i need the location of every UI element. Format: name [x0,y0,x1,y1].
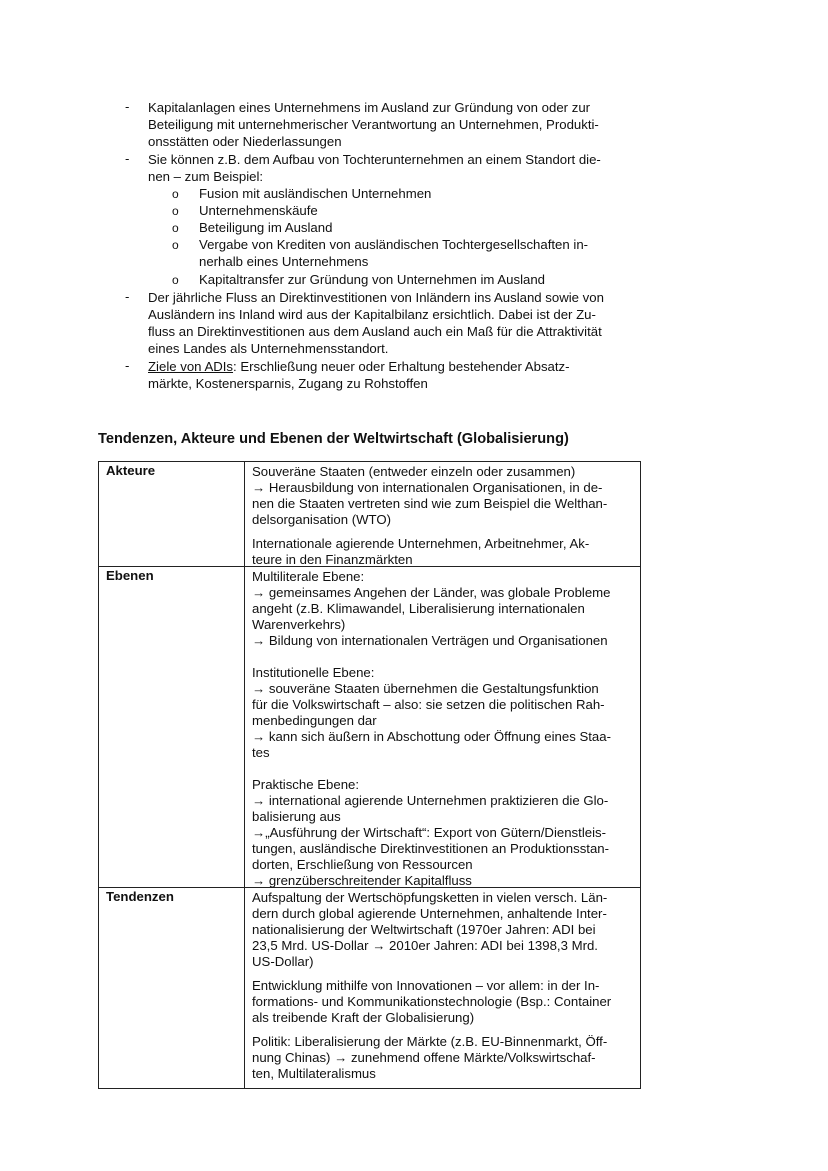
cell-line: → Bildung von internationalen Verträgen und Organisationen [252,633,608,648]
table-row [99,888,641,1089]
table-row [99,567,641,888]
cell-line: nationalisierung der Weltwirtschaft (1970er Jahren: ADI bei [252,922,596,937]
sub-bullet-text: Fusion mit ausländischen Unternehmen [199,186,432,201]
sub-bullet-marker: o [172,238,179,252]
bullet-text: nen – zum Beispiel: [148,169,264,184]
cell-line: teure in den Finanzmärkten [252,552,413,567]
cell-line: US-Dollar) [252,954,314,969]
cell-line: nung Chinas) → zunehmend offene Märkte/Volkswirtschaf- [252,1050,596,1065]
bullet-text: eines Landes als Unternehmensstandort. [148,341,389,356]
cell-line: → kann sich äußern in Abschottung oder Öffnung eines Staa- [252,729,611,744]
bullet-text: Sie können z.B. dem Aufbau von Tochterunternehmen an einem Standort die- [148,152,601,167]
cell-line: für die Volkswirtschaft – also: sie setzen die politischen Rah- [252,697,605,712]
sub-bullet-text: Beteiligung im Ausland [199,220,333,235]
sub-bullet-marker: o [172,187,179,201]
cell-line: Warenverkehrs) [252,617,346,632]
cell-line: → Herausbildung von internationalen Organisationen, in de- [252,480,603,495]
cell-line: tes [252,745,270,760]
cell-line: dern durch global agierende Unternehmen, anhaltende Inter- [252,906,607,921]
bullet-text: Ausländern ins Inland wird aus der Kapitalbilanz ersichtlich. Dabei ist der Zu- [148,307,596,322]
cell-line: tungen, ausländische Direktinvestitionen an Produktionsstan- [252,841,610,856]
bullet-dash: - [125,289,130,304]
table-row [99,462,641,567]
cell-line: Institutionelle Ebene: [252,665,375,680]
bullet-text: Beteiligung mit unternehmerischer Verantwortung an Unternehmen, Produkti- [148,117,599,132]
cell-line: balisierung aus [252,809,341,824]
bullet-text-rest: : Erschließung neuer oder Erhaltung bestehender Absatz- [233,359,570,374]
cell-line: menbedingungen dar [252,713,377,728]
row-label: Ebenen [99,567,245,888]
bullet-dash: - [125,99,130,114]
row-label: Akteure [99,462,245,567]
cell-line: → souveräne Staaten übernehmen die Gestaltungsfunktion [252,681,599,696]
sub-bullet-text: nerhalb eines Unternehmens [199,254,369,269]
row-label: Tendenzen [99,888,245,1089]
bullet-text: märkte, Kostenersparnis, Zugang zu Rohstoffen [148,376,428,391]
cell-line: delsorganisation (WTO) [252,512,392,527]
bullet-dash: - [125,358,130,373]
cell-line: → grenzüberschreitender Kapitalfluss [252,873,472,888]
cell-line: nen die Staaten vertreten sind wie zum Beispiel die Welthan- [252,496,608,511]
sub-bullet-text: Vergabe von Krediten von ausländischen Tochtergesellschaften in- [199,237,589,252]
cell-line: 23,5 Mrd. US-Dollar → 2010er Jahren: ADI bei 1398,3 Mrd. [252,938,598,953]
cell-line: dorten, Erschließung von Ressourcen [252,857,473,872]
sub-bullet-text: Kapitaltransfer zur Gründung von Unternehmen im Ausland [199,272,545,287]
cell-line: Entwicklung mithilfe von Innovationen – vor allem: in der In- [252,978,600,993]
bullet-dash: - [125,151,130,166]
sub-bullet-marker: o [172,273,179,287]
row-content [245,567,641,888]
sub-bullet-marker: o [172,221,179,235]
cell-line: Praktische Ebene: [252,777,360,792]
bullet-text: fluss an Direktinvestitionen aus dem Ausland auch ein Maß für die Attraktivität [148,324,602,339]
cell-line: →„Ausführung der Wirtschaft“: Export von Gütern/Dienstleis- [252,825,606,840]
cell-line: formations- und Kommunikationstechnologie (Bsp.: Container [252,994,612,1009]
underlined-term: Ziele von ADIs [148,359,234,374]
row-content [245,462,641,567]
section-heading: Tendenzen, Akteure und Ebenen der Weltwirtschaft (Globalisierung) [98,431,569,447]
cell-line: angeht (z.B. Klimawandel, Liberalisierung internationalen [252,601,585,616]
cell-line: ten, Multilateralismus [252,1066,376,1081]
bullet-text: onsstätten oder Niederlassungen [148,134,342,149]
cell-line: Internationale agierende Unternehmen, Arbeitnehmer, Ak- [252,536,590,551]
cell-line: Aufspaltung der Wertschöpfungsketten in vielen versch. Län- [252,890,608,905]
cell-line: Souveräne Staaten (entweder einzeln oder zusammen) [252,464,576,479]
bullet-text [148,358,570,375]
globalization-table [98,461,641,1089]
sub-bullet-marker: o [172,204,179,218]
cell-line: Multiliterale Ebene: [252,569,365,584]
bullet-text: Kapitalanlagen eines Unternehmens im Ausland zur Gründung von oder zur [148,100,591,115]
bullet-text: Der jährliche Fluss an Direktinvestitionen von Inländern ins Ausland sowie von [148,290,604,305]
cell-line: → gemeinsames Angehen der Länder, was globale Probleme [252,585,611,600]
cell-line: Politik: Liberalisierung der Märkte (z.B. EU-Binnenmarkt, Öff- [252,1034,608,1049]
cell-line: → international agierende Unternehmen praktizieren die Glo- [252,793,609,808]
row-content [245,888,641,1089]
sub-bullet-text: Unternehmenskäufe [199,203,318,218]
cell-line: als treibende Kraft der Globalisierung) [252,1010,475,1025]
